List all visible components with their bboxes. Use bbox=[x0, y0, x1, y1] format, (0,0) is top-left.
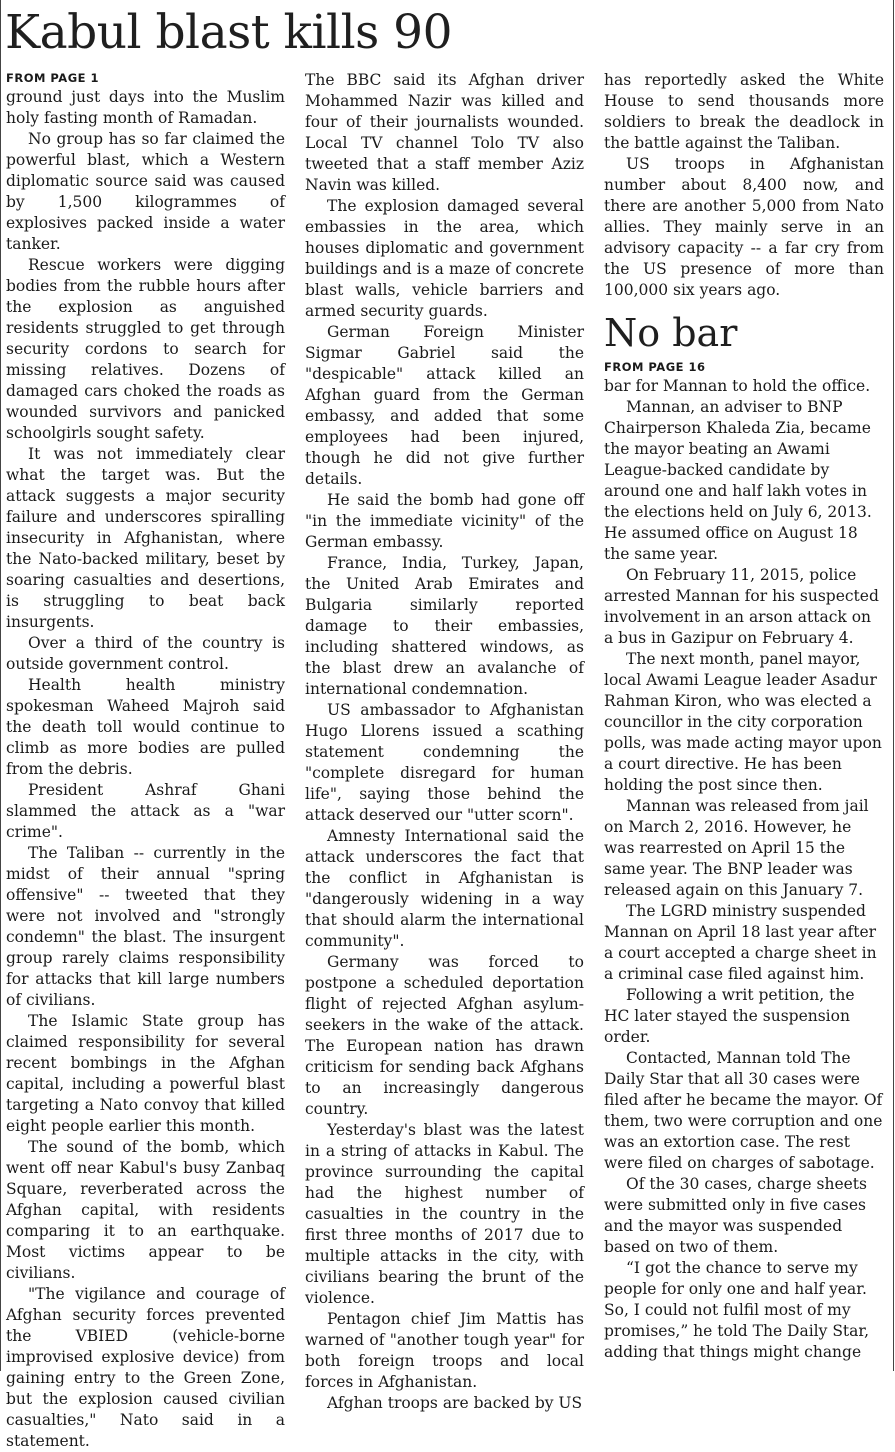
article-paragraph: ground just days into the Muslim holy fasting month of Ramadan. bbox=[6, 88, 285, 127]
jump-kicker-page-16: FROM PAGE 16 bbox=[604, 360, 706, 374]
article-paragraph: Mannan, an adviser to BNP Chairperson Khaleda Zia, became the mayor beating an Awami League-backed candidate by around one and half lakh votes in the elections held on July 6, 2013. He assumed office on August 18 the same year. bbox=[604, 398, 872, 563]
story-headline-kabul-blast: Kabul blast kills 90 bbox=[5, 5, 452, 60]
article-paragraph: Following a writ petition, the HC later stayed the suspension order. bbox=[604, 986, 855, 1046]
article-paragraph: Over a third of the country is outside government control. bbox=[6, 634, 285, 673]
column-1 bbox=[6, 70, 285, 1450]
article-paragraph: The LGRD ministry suspended Mannan on April 18 last year after a court accepted a charge sheet in a criminal case filed against him. bbox=[604, 902, 877, 983]
article-paragraph: US ambassador to Afghanistan Hugo Llorens issued a scathing statement condemning the "complete disregard for human life", saying those behind the attack deserved our "utter scorn". bbox=[305, 701, 584, 824]
column-3 bbox=[604, 70, 884, 1371]
article-paragraph: The explosion damaged several embassies in the area, which houses diplomatic and government buildings and is a maze of concrete blast walls, vehicle barriers and armed security guards. bbox=[305, 197, 584, 320]
article-paragraph: Contacted, Mannan told The Daily Star that all 30 cases were filed after he became the mayor. Of them, two were corruption and one was an extortion case. The rest were filed on charges of sabotage. bbox=[604, 1049, 883, 1172]
article-paragraph: Mannan was released from jail on March 2, 2016. However, he was rearrested on April 15 the same year. The BNP leader was released again on this January 7. bbox=[604, 797, 869, 899]
article-paragraph: The BBC said its Afghan driver Mohammed Nazir was killed and four of their journalists wounded. Local TV channel Tolo TV also tweeted that a staff member Aziz Navin was killed. bbox=[305, 71, 584, 194]
article-paragraph: No group has so far claimed the powerful blast, which a Western diplomatic source said was caused by 1,500 kilogrammes of explosives packed inside a water tanker. bbox=[6, 130, 285, 253]
article-paragraph: has reportedly asked the White House to send thousands more soldiers to break the deadlock in the battle against the Taliban. bbox=[604, 71, 884, 152]
article-paragraph: Afghan troops are backed by US bbox=[327, 1394, 583, 1412]
article-paragraph: German Foreign Minister Sigmar Gabriel said the "despicable" attack killed an Afghan guard from the German embassy, and added that some employees had been injured, though he did not give further details. bbox=[305, 323, 584, 488]
article-paragraph: France, India, Turkey, Japan, the United Arab Emirates and Bulgaria similarly reported damage to their embassies, including shattered windows, as the blast drew an avalanche of international condemnation. bbox=[305, 554, 584, 698]
article-paragraph: Rescue workers were digging bodies from the rubble hours after the explosion as anguished residents struggled to get through security cordons to search for missing relatives. Dozens of damaged cars choked the roads as wounded survivors and panicked schoolgirls sought safety. bbox=[6, 256, 285, 442]
article-paragraph: "The vigilance and courage of Afghan security forces prevented the VBIED (vehicle-borne improvised explosive device) from gaining entry to the Green Zone, but the explosion caused civilian casualties," Nato said in a statement. bbox=[6, 1285, 285, 1450]
column-2 bbox=[305, 70, 584, 1412]
article-paragraph: On February 11, 2015, police arrested Mannan for his suspected involvement in an arson attack on a bus in Gazipur on February 4. bbox=[604, 566, 879, 647]
article-paragraph: The Islamic State group has claimed responsibility for several recent bombings in the Afghan capital, including a powerful blast targeting a Nato convoy that killed eight people earlier this month. bbox=[6, 1012, 285, 1135]
page-edge-rule-left bbox=[0, 0, 1, 1371]
jump-kicker-page-1: FROM PAGE 1 bbox=[6, 71, 100, 85]
article-paragraph: The sound of the bomb, which went off near Kabul's busy Zanbaq Square, reverberated across the Afghan capital, with residents comparing it to an earthquake. Most victims appear to be civilians. bbox=[6, 1138, 285, 1282]
article-paragraph: The next month, panel mayor, local Awami League leader Asadur Rahman Kiron, who was elected a councillor in the city corporation polls, was made acting mayor upon a court directive. He has been holding the post since then. bbox=[604, 650, 882, 794]
article-paragraph: Of the 30 cases, charge sheets were submitted only in five cases and the mayor was suspended based on two of them. bbox=[604, 1175, 867, 1256]
page-edge-rule-right bbox=[893, 0, 894, 1371]
story-headline-no-bar: No bar bbox=[604, 311, 738, 355]
article-paragraph: Health health ministry spokesman Waheed Majroh said the death toll would continue to climb as more bodies are pulled from the debris. bbox=[6, 676, 285, 778]
article-paragraph: US troops in Afghanistan number about 8,400 now, and there are another 5,000 from Nato allies. They mainly serve in an advisory capacity -- a far cry from the US presence of more than 100,000 six years ago. bbox=[604, 155, 884, 299]
article-paragraph: bar for Mannan to hold the office. bbox=[604, 377, 871, 395]
article-paragraph: Pentagon chief Jim Mattis has warned of "another tough year" for both foreign troops and local forces in Afghanistan. bbox=[305, 1310, 584, 1391]
article-paragraph: President Ashraf Ghani slammed the attack as a "war crime". bbox=[6, 781, 285, 841]
article-paragraph: “I got the chance to serve my people for only one and half year. So, I could not fulfil most of my promises,” he told The Daily Star, adding that things might change bbox=[604, 1259, 870, 1361]
no-bar-story-body bbox=[604, 376, 884, 1363]
article-paragraph: The Taliban -- currently in the midst of their annual "spring offensive" -- tweeted that they were not involved and "strongly condemn" the blast. The insurgent group rarely claims responsibility for attacks that kill large numbers of civilians. bbox=[6, 844, 285, 1009]
article-paragraph: Amnesty International said the attack underscores the fact that the conflict in Afghanistan is "dangerously widening in a way that should alarm the international community". bbox=[305, 827, 584, 950]
article-paragraph: It was not immediately clear what the target was. But the attack suggests a major security failure and underscores spiralling insecurity in Afghanistan, where the Nato-backed military, beset by soaring casualties and desertions, is struggling to beat back insurgents. bbox=[6, 445, 285, 631]
article-paragraph: Yesterday's blast was the latest in a string of attacks in Kabul. The province surrounding the capital had the highest number of casualties in the country in the first three months of 2017 due to multiple attacks in the city, with civilians bearing the brunt of the violence. bbox=[305, 1121, 584, 1307]
article-paragraph: He said the bomb had gone off "in the immediate vicinity" of the German embassy. bbox=[305, 491, 584, 551]
article-paragraph: Germany was forced to postpone a scheduled deportation flight of rejected Afghan asylum-seekers in the wake of the attack. The European nation has drawn criticism for sending back Afghans to an increasingly dangerous country. bbox=[305, 953, 584, 1118]
